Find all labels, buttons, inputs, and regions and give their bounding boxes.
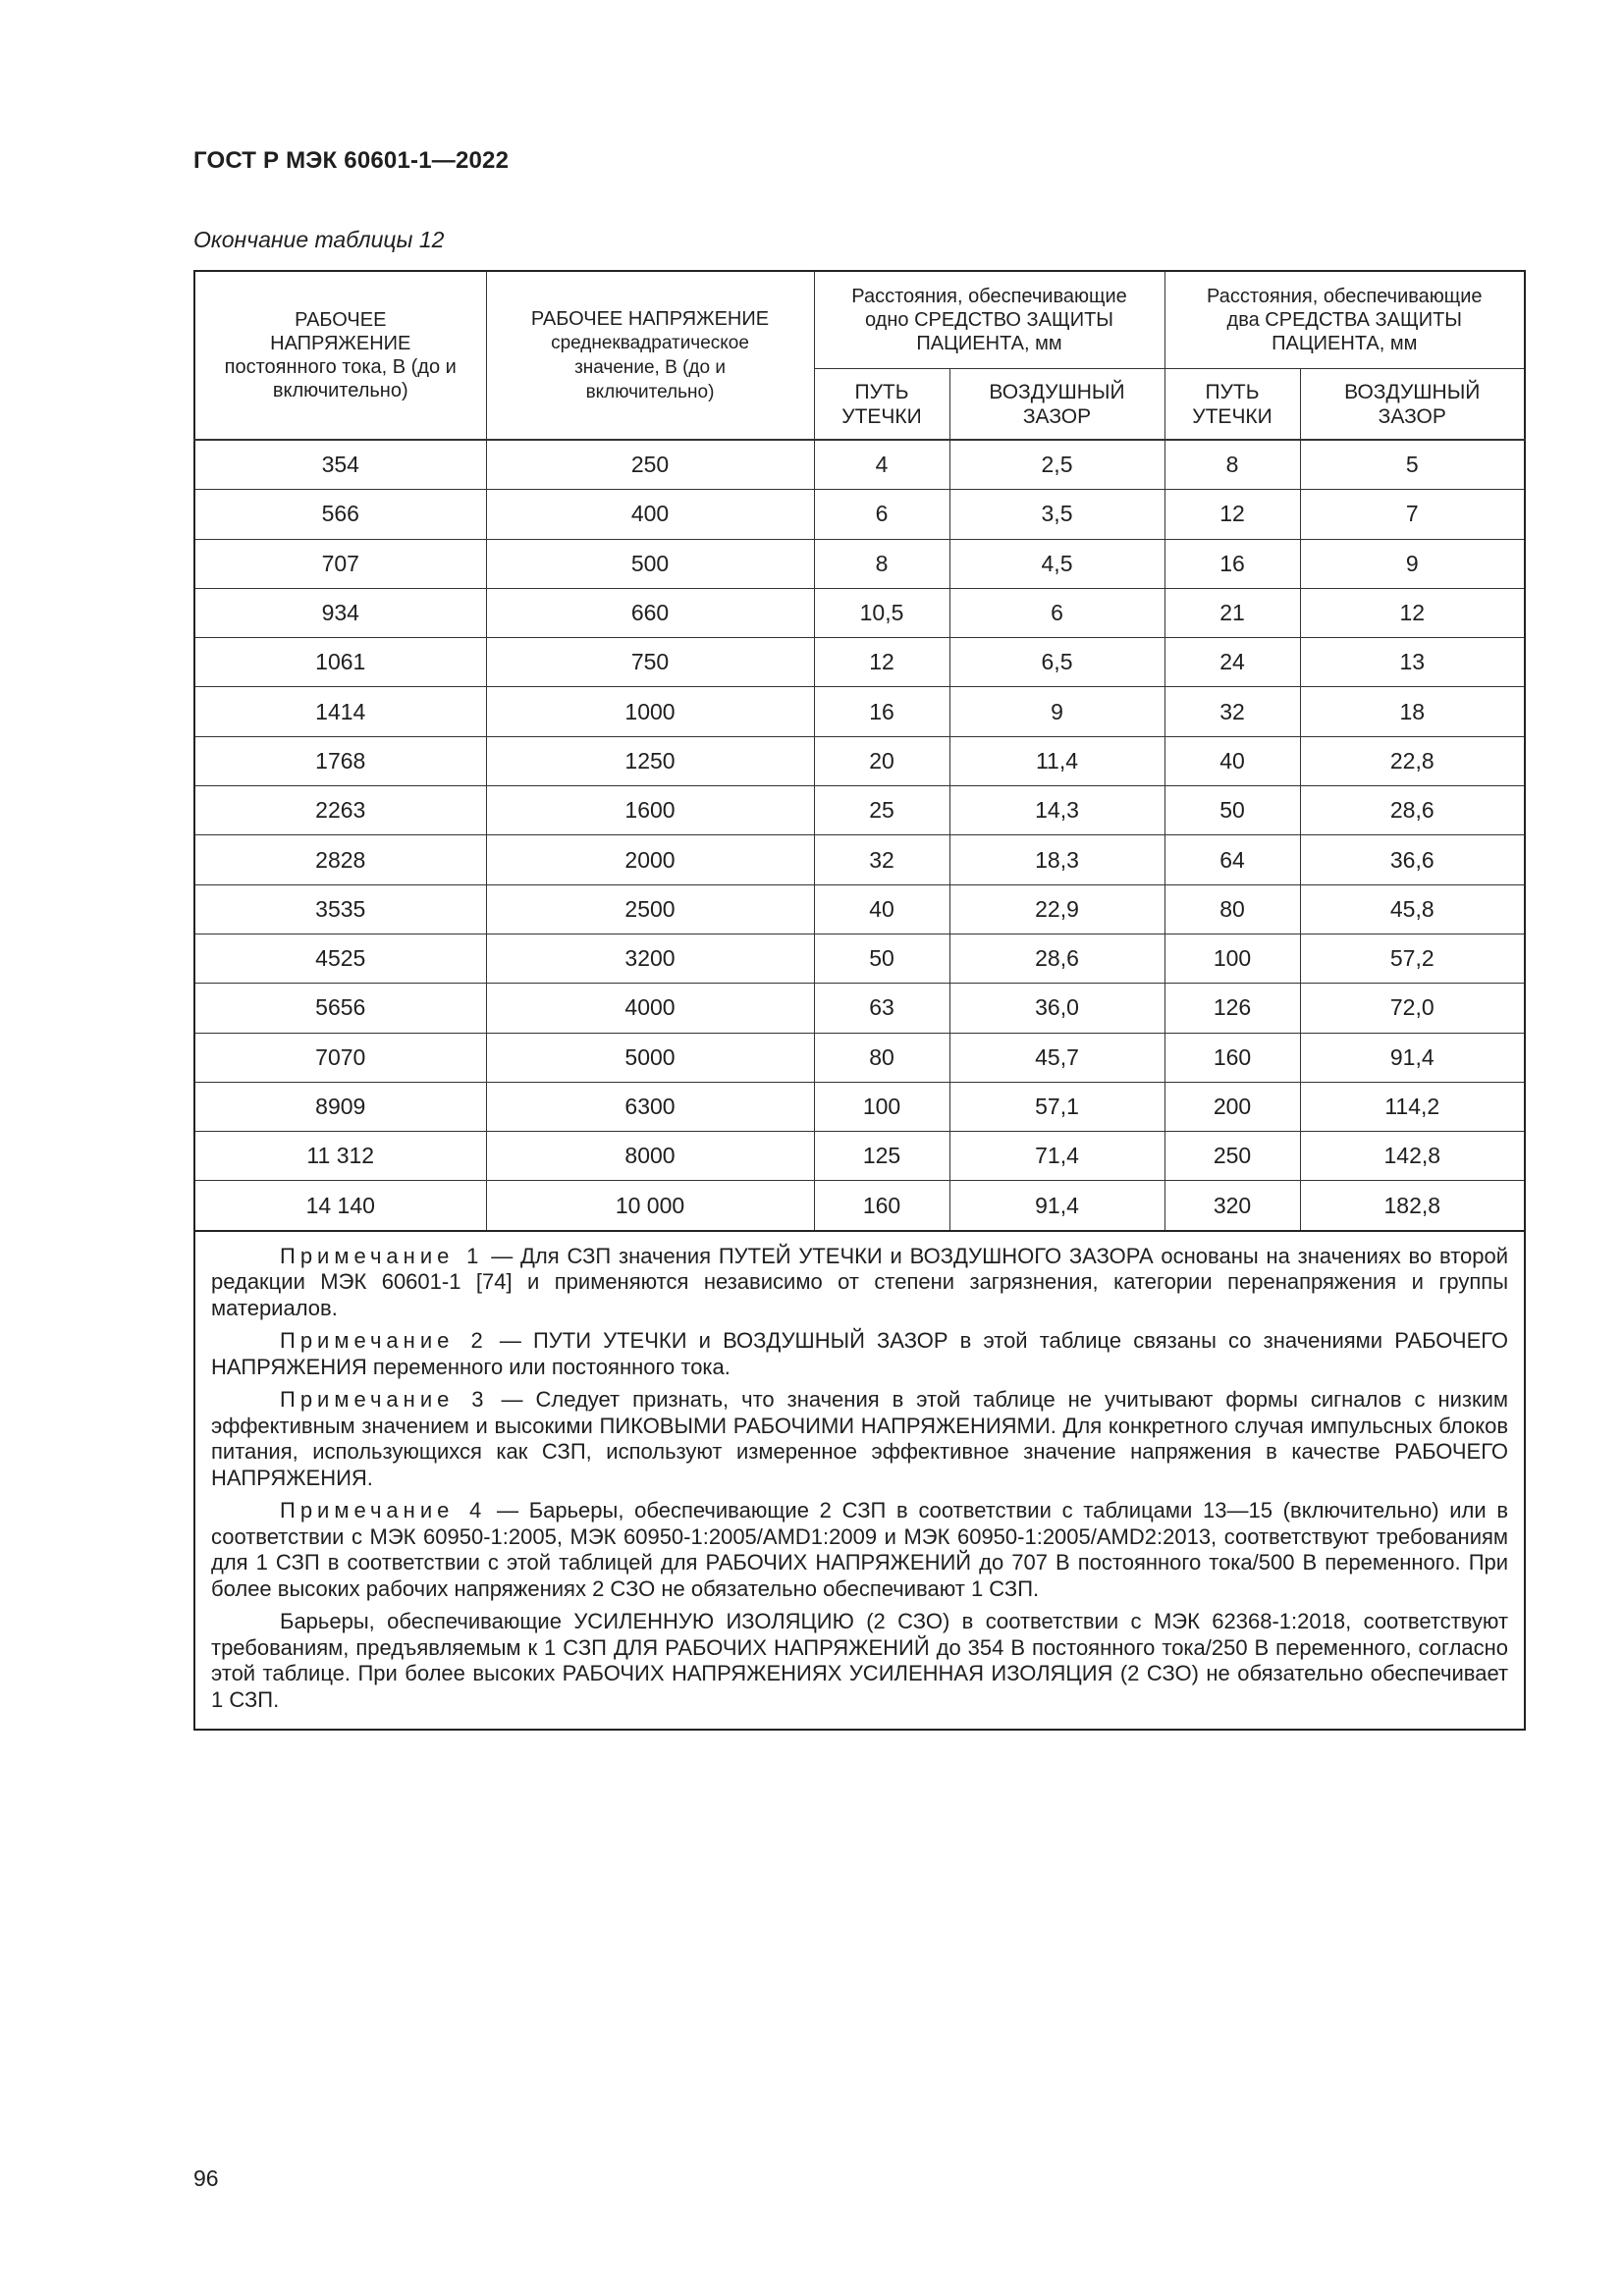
table-cell: 80 [1164,884,1300,934]
header-two-mopp: Расстояния, обеспечивающие два СРЕДСТВА ЗАЩИТЫ ПАЦИЕНТА, мм [1164,271,1525,369]
table-row [194,984,1525,1033]
header-creepage-2: ПУТЬ УТЕЧКИ [1164,369,1300,441]
table-cell: 9 [1300,539,1525,588]
table-row [194,835,1525,884]
table-cell: 8000 [486,1132,814,1181]
table-cell: 1061 [194,638,486,687]
table-cell: 142,8 [1300,1132,1525,1181]
table-cell: 28,6 [1300,786,1525,835]
table-cell: 57,1 [949,1082,1164,1131]
table-cell: 36,0 [949,984,1164,1033]
note-label: Примечание 2 [280,1328,488,1354]
table-cell: 63 [814,984,949,1033]
note-label: Примечание 1 [280,1243,484,1268]
table-cell: 80 [814,1033,949,1082]
table-cell: 200 [1164,1082,1300,1131]
table-caption: Окончание таблицы 12 [193,227,445,252]
note-text: — Барьеры, обеспечивающие 2 СЗП в соответствии с таблицами 13—15 (включительно) или в соответствии с МЭК 60950-1:2005, МЭК 60950-1:2005/AMD1:2009 и МЭК 60950-1:2005/AMD2:2013, соответствуют требованиям для 1 СЗП в соответствии с этой таблицей для РАБОЧИХ НАПРЯЖЕНИЙ до 707 В постоянного тока/500 В переменного. При более высоких рабочих напряжениях 2 СЗО не обязательно обеспечивают 1 СЗП. [211,1498,1509,1601]
table-cell: 934 [194,588,486,637]
table-cell: 400 [486,490,814,539]
table-cell: 9 [949,687,1164,736]
table-cell: 2,5 [949,440,1164,490]
table-cell: 4000 [486,984,814,1033]
table-row [194,736,1525,785]
table-cell: 5 [1300,440,1525,490]
table-notes [194,1231,1525,1731]
table-cell: 22,8 [1300,736,1525,785]
note-label: Примечание 4 [280,1498,487,1523]
table-cell: 50 [1164,786,1300,835]
table-cell: 20 [814,736,949,785]
table-cell: 57,2 [1300,934,1525,983]
table-cell: 7 [1300,490,1525,539]
table-cell: 2500 [486,884,814,934]
table-cell: 250 [486,440,814,490]
table-row [194,440,1525,490]
table-cell: 28,6 [949,934,1164,983]
table-cell: 160 [814,1181,949,1231]
table-cell: 320 [1164,1181,1300,1231]
table-cell: 24 [1164,638,1300,687]
table-cell: 750 [486,638,814,687]
table-cell: 126 [1164,984,1300,1033]
table-cell: 12 [814,638,949,687]
table-cell: 1000 [486,687,814,736]
table-cell: 114,2 [1300,1082,1525,1131]
table-cell: 32 [814,835,949,884]
table-cell: 3,5 [949,490,1164,539]
table-cell: 2828 [194,835,486,884]
header-dc-voltage: РАБОЧЕЕ НАПРЯЖЕНИЕ постоянного тока, В (до и включительно) [194,271,486,440]
table-cell: 5656 [194,984,486,1033]
table-cell: 12 [1164,490,1300,539]
table-cell: 21 [1164,588,1300,637]
table-cell: 1414 [194,687,486,736]
table-cell: 3200 [486,934,814,983]
table-row [194,786,1525,835]
table-cell: 6 [949,588,1164,637]
table-row [194,1132,1525,1181]
table-cell: 40 [1164,736,1300,785]
note-text: Барьеры, обеспечивающие УСИЛЕННУЮ ИЗОЛЯЦИЮ (2 СЗО) в соответствии с МЭК 62368-1:2018, соответствуют требованиям, предъявляемым к 1 СЗП ДЛЯ РАБОЧИХ НАПРЯЖЕНИЙ до 354 В постоянного тока/250 В переменного, согласно этой таблице. При более высоких РАБОЧИХ НАПРЯЖЕНИЯХ УСИЛЕННАЯ ИЗОЛЯЦИЯ (2 СЗО) не обязательно обеспечивает 1 СЗП. [211,1609,1509,1712]
header-clearance-2: ВОЗДУШНЫЙ ЗАЗОР [1300,369,1525,441]
table-cell: 32 [1164,687,1300,736]
table-cell: 14,3 [949,786,1164,835]
table-cell: 10,5 [814,588,949,637]
table-cell: 8 [1164,440,1300,490]
table-cell: 182,8 [1300,1181,1525,1231]
table-cell: 13 [1300,638,1525,687]
table-cell: 36,6 [1300,835,1525,884]
table-cell: 7070 [194,1033,486,1082]
table-row [194,884,1525,934]
table-cell: 125 [814,1132,949,1181]
table-row [194,1033,1525,1082]
note-label: Примечание 3 [280,1387,489,1413]
table-cell: 4 [814,440,949,490]
page-number: 96 [193,2165,219,2191]
table-cell: 1250 [486,736,814,785]
table-cell: 12 [1300,588,1525,637]
note-text: — Следует признать, что значения в этой таблице не учитывают формы сигналов с низким эффективным значением и высокими ПИКОВЫМИ РАБОЧИМИ НАПРЯЖЕНИЯМИ. Для конкретного случая импульсных блоков питания, использующихся как СЗП, используют измеренное эффективное значение напряжения в качестве РАБОЧЕГО НАПРЯЖЕНИЯ. [211,1387,1509,1490]
table-cell: 100 [814,1082,949,1131]
table-cell: 500 [486,539,814,588]
table-cell: 3535 [194,884,486,934]
table-cell: 14 140 [194,1181,486,1231]
table-cell: 250 [1164,1132,1300,1181]
table-cell: 45,8 [1300,884,1525,934]
table-cell: 45,7 [949,1033,1164,1082]
table-cell: 4525 [194,934,486,983]
table-cell: 10 000 [486,1181,814,1231]
distances-table [193,270,1526,1731]
table-cell: 91,4 [1300,1033,1525,1082]
table-row [194,1082,1525,1131]
table-cell: 25 [814,786,949,835]
page-header-title: ГОСТ Р МЭК 60601-1—2022 [193,147,510,174]
table-note [211,1498,1508,1602]
table-row [194,1181,1525,1231]
table-row [194,934,1525,983]
table-cell: 22,9 [949,884,1164,934]
table-cell: 6 [814,490,949,539]
table-cell: 72,0 [1300,984,1525,1033]
table-cell: 11 312 [194,1132,486,1181]
table-cell: 18 [1300,687,1525,736]
table-cell: 566 [194,490,486,539]
header-clearance-1: ВОЗДУШНЫЙ ЗАЗОР [949,369,1164,441]
table-cell: 707 [194,539,486,588]
table-cell: 16 [814,687,949,736]
table-cell: 6300 [486,1082,814,1131]
table-cell: 50 [814,934,949,983]
table-cell: 91,4 [949,1181,1164,1231]
table-note [211,1328,1508,1380]
table-row [194,588,1525,637]
table-cell: 5000 [486,1033,814,1082]
table-cell: 1768 [194,736,486,785]
table-cell: 11,4 [949,736,1164,785]
table-cell: 2000 [486,835,814,884]
table-cell: 64 [1164,835,1300,884]
table-note [211,1387,1508,1491]
table-note [211,1609,1508,1713]
note-text: — ПУТИ УТЕЧКИ и ВОЗДУШНЫЙ ЗАЗОР в этой таблице связаны со значениями РАБОЧЕГО НАПРЯЖЕНИЯ переменного или постоянного тока. [211,1328,1509,1379]
header-one-mopp: Расстояния, обеспечивающие одно СРЕДСТВО ЗАЩИТЫ ПАЦИЕНТА, мм [814,271,1164,369]
table-row [194,539,1525,588]
table-cell: 660 [486,588,814,637]
header-creepage-1: ПУТЬ УТЕЧКИ [814,369,949,441]
header-rms-voltage: РАБОЧЕЕ НАПРЯЖЕНИЕ среднеквадратическое значение, В (до и включительно) [486,271,814,440]
table-cell: 8909 [194,1082,486,1131]
table-cell: 40 [814,884,949,934]
table-cell: 100 [1164,934,1300,983]
table-row [194,687,1525,736]
table-cell: 8 [814,539,949,588]
table-row [194,490,1525,539]
table-note [211,1244,1508,1322]
table-cell: 4,5 [949,539,1164,588]
table-cell: 1600 [486,786,814,835]
note-text: — Для СЗП значения ПУТЕЙ УТЕЧКИ и ВОЗДУШНОГО ЗАЗОРА основаны на значениях во второй редакции МЭК 60601-1 [74] и применяются независимо от степени загрязнения, категории перенапряжения и группы материалов. [211,1243,1509,1320]
table-cell: 6,5 [949,638,1164,687]
table-cell: 71,4 [949,1132,1164,1181]
table-cell: 18,3 [949,835,1164,884]
table-cell: 160 [1164,1033,1300,1082]
table-cell: 354 [194,440,486,490]
table-cell: 16 [1164,539,1300,588]
table-row [194,638,1525,687]
table-cell: 2263 [194,786,486,835]
